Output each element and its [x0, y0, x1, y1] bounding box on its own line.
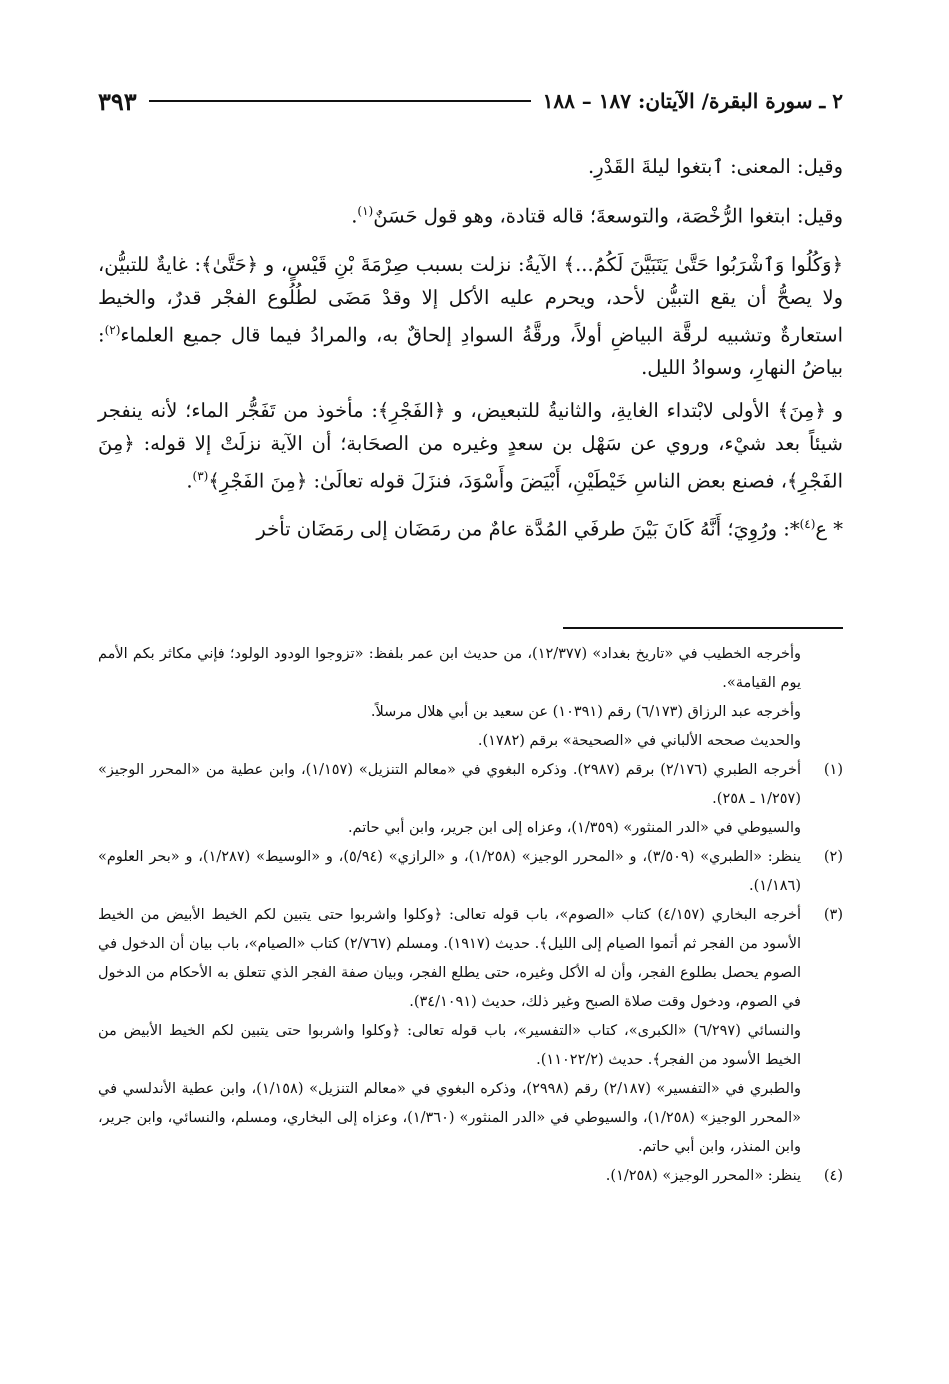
- main-paragraph-2-text: و ﴿مِنَ﴾ الأولى لابْتداء الغايةِ، والثانيةُ للتبعيض، و ﴿الفَجْرِ﴾: مأخوذ من تَفَجُّر الماء؛ لأنه ينفجر شيئاً بعد شيْء، وروي عن سَهْل بن سعدٍ وغيره من الصحَابة؛ أن الآية نزلَتْ إلا قوله: ﴿مِنَ الفَجْرِ﴾، فصنع بعض الناسِ خَيْطَيْنِ، أَبْيَضَ وأَسْوَدَ، فنزَلَ قوله تعالَىٰ: ﴿مِنَ الفَجْرِ﴾: [98, 399, 843, 493]
- footnote-1: [98, 756, 843, 814]
- footnote-3-continuation: والنسائي (٦/٢٩٧) «الكبرى»، كتاب «التفسير»، باب قوله تعالى: ﴿وكلوا واشربوا حتى يتبين لكم الخيط الأبيض من الخيط الأسود من الفجر﴾. حديث (١١٠٢٢/٢).: [98, 1023, 801, 1068]
- footnote-separator: [563, 627, 843, 629]
- main-line-2-text: وقيل: ابتغوا الرُّخْصَة، والتوسعةَ؛ قاله قتادة، وهو قول حَسَنٌ: [373, 204, 843, 228]
- footnote-ref-3[interactable]: (٣): [192, 469, 209, 483]
- running-title: ٢ ـ سورة البقرة/ الآيتان: ١٨٧ – ١٨٨: [542, 89, 843, 113]
- footnote-3: [98, 901, 843, 1017]
- main-text: [98, 148, 843, 545]
- footnote-carryover-3: والحديث صححه الألباني في «الصحيحة» برقم (١٧٨٢).: [477, 733, 801, 749]
- footnote-carryover-1: وأخرجه الخطيب في «تاريخ بغداد» (١٢/٣٧٧)، من حديث ابن عمر بلفظ: «تزوجوا الودود الولود؛ فإني مكاثر بكم الأمم يوم القيامة».: [98, 646, 801, 691]
- footnote-4: [98, 1162, 843, 1191]
- main-paragraph-3: [98, 508, 843, 546]
- footnote-text: ينظر: «الطبري» (٣/٥٠٩)، و «المحرر الوجيز» (١/٢٥٨)، و «الرازي» (٥/٩٤)، و «الوسيط» (١/٢٨٧)، و «بحر العلوم» (١/١٨٦).: [98, 849, 801, 894]
- main-paragraph-3-start: * ع: [815, 517, 843, 540]
- footnote-text: ينظر: «المحرر الوجيز» (١/٢٥٨).: [605, 1168, 801, 1184]
- footnote-number: (٢): [823, 849, 843, 865]
- footnote-ref-4[interactable]: (٤): [799, 516, 816, 531]
- footnote-carryover-2: وأخرجه عبد الرزاق (٦/١٧٣) رقم (١٠٣٩١) عن سعيد بن أبي هلال مرسلاً.: [370, 704, 801, 720]
- main-paragraph-3-text: *: ورُوِيَ؛ أَنَّهُ كَانَ بَيْنَ طرفَي المُدَّة عامٌ من رمَضَان إلى رمَضَان تأخر: [256, 517, 800, 540]
- footnote-number: (٣): [823, 907, 843, 923]
- footnote-text: أخرجه الطبري (٢/١٧٦) برقم (٢٩٨٧). وذكره البغوي في «معالم التنزيل» (١/١٥٧)، وابن عطية من «المحرر الوجيز» (١/٢٥٧ ـ ٢٥٨).: [98, 762, 802, 807]
- footnote-1-continuation: والسيوطي في «الدر المنثور» (١/٣٥٩)، وعزاه إلى ابن جرير، وابن أبي حاتم.: [347, 820, 801, 836]
- footnote-ref-1[interactable]: (١): [357, 204, 374, 218]
- main-paragraph-1-end: : بياضُ النهارِ، وسوادُ الليل.: [98, 323, 843, 379]
- main-paragraph-1-text: ﴿وَكُلُوا وَٱشْرَبُوا حَتَّىٰ يَتَبَيَّنَ لَكُمُ...﴾ الآيةُ: نزلت بسبب صِرْمَةَ بْنِ قَيْسٍ، و ﴿حَتَّىٰ﴾: غايةٌ للتبيُّن، ولا يصحُّ أن يقع التبيُّن لأحد، ويحرم عليه الأكل إلا وقدْ مَضَى لطُلُوع الفجْر قدرٌ، والخيط استعارةٌ وتشبيه لرقَّة البياضِ أولاً، ورقَّةُ السوادِ إلحاقٌ به، والمرادُ فيما قال جميع العلماء: [98, 252, 843, 346]
- main-line-2-end: .: [351, 204, 358, 228]
- book-page: [98, 84, 843, 1184]
- footnote-number: (٤): [823, 1168, 843, 1184]
- footnote-3-continuation-2: والطبري في «التفسير» (٢/١٨٧) رقم (٢٩٩٨)، وذكره البغوي في «معالم التنزيل» (١/١٥٨)، وابن عطية الأندلسي في «المحرر الوجيز» (١/٢٥٨)، والسيوطي في «الدر المنثور» (١/٣٦٠)، وعزاه إلى البخاري، ومسلم، والنسائي، وابن جرير، وابن المنذر، وابن أبي حاتم.: [98, 1081, 802, 1155]
- footnote-ref-2[interactable]: (٢): [104, 322, 121, 337]
- main-line-1: [98, 148, 843, 186]
- main-line-2: [98, 192, 843, 236]
- running-header: [98, 84, 843, 118]
- page-number: ٣٩٣: [98, 86, 137, 116]
- main-line-1-text: وقيل: المعنى: ٱبتغوا ليلةَ القَدْرِ.: [588, 155, 843, 178]
- footnotes: [98, 640, 843, 1191]
- main-paragraph-1: [98, 248, 843, 385]
- main-paragraph-2-end: .: [186, 469, 193, 493]
- footnote-number: (١): [823, 762, 843, 778]
- footnote-text: أخرجه البخاري (٤/١٥٧) كتاب «الصوم»، باب قوله تعالى: ﴿وكلوا واشربوا حتى يتبين لكم الخيط الأبيض من الخيط الأسود من الفجر ثم أتموا الصيام إلى الليل﴾. حديث (١٩١٧). ومسلم (٢/٧٦٧) كتاب «الصيام»، باب بيان أن الدخول في الصوم يحصل بطلوع الفجر، وأن له الأكل وغيره، حتى يطلع الفجر، وبيان صفة الفجر الذي تتعلق به الأحكام من الدخول في الصوم، ودخول وقت صلاة الصبح وغير ذلك، حديث (٣٤/١٠٩١).: [98, 907, 802, 1010]
- footnote-2: [98, 843, 843, 901]
- main-paragraph-2: [98, 394, 843, 498]
- header-rule: [149, 100, 531, 102]
